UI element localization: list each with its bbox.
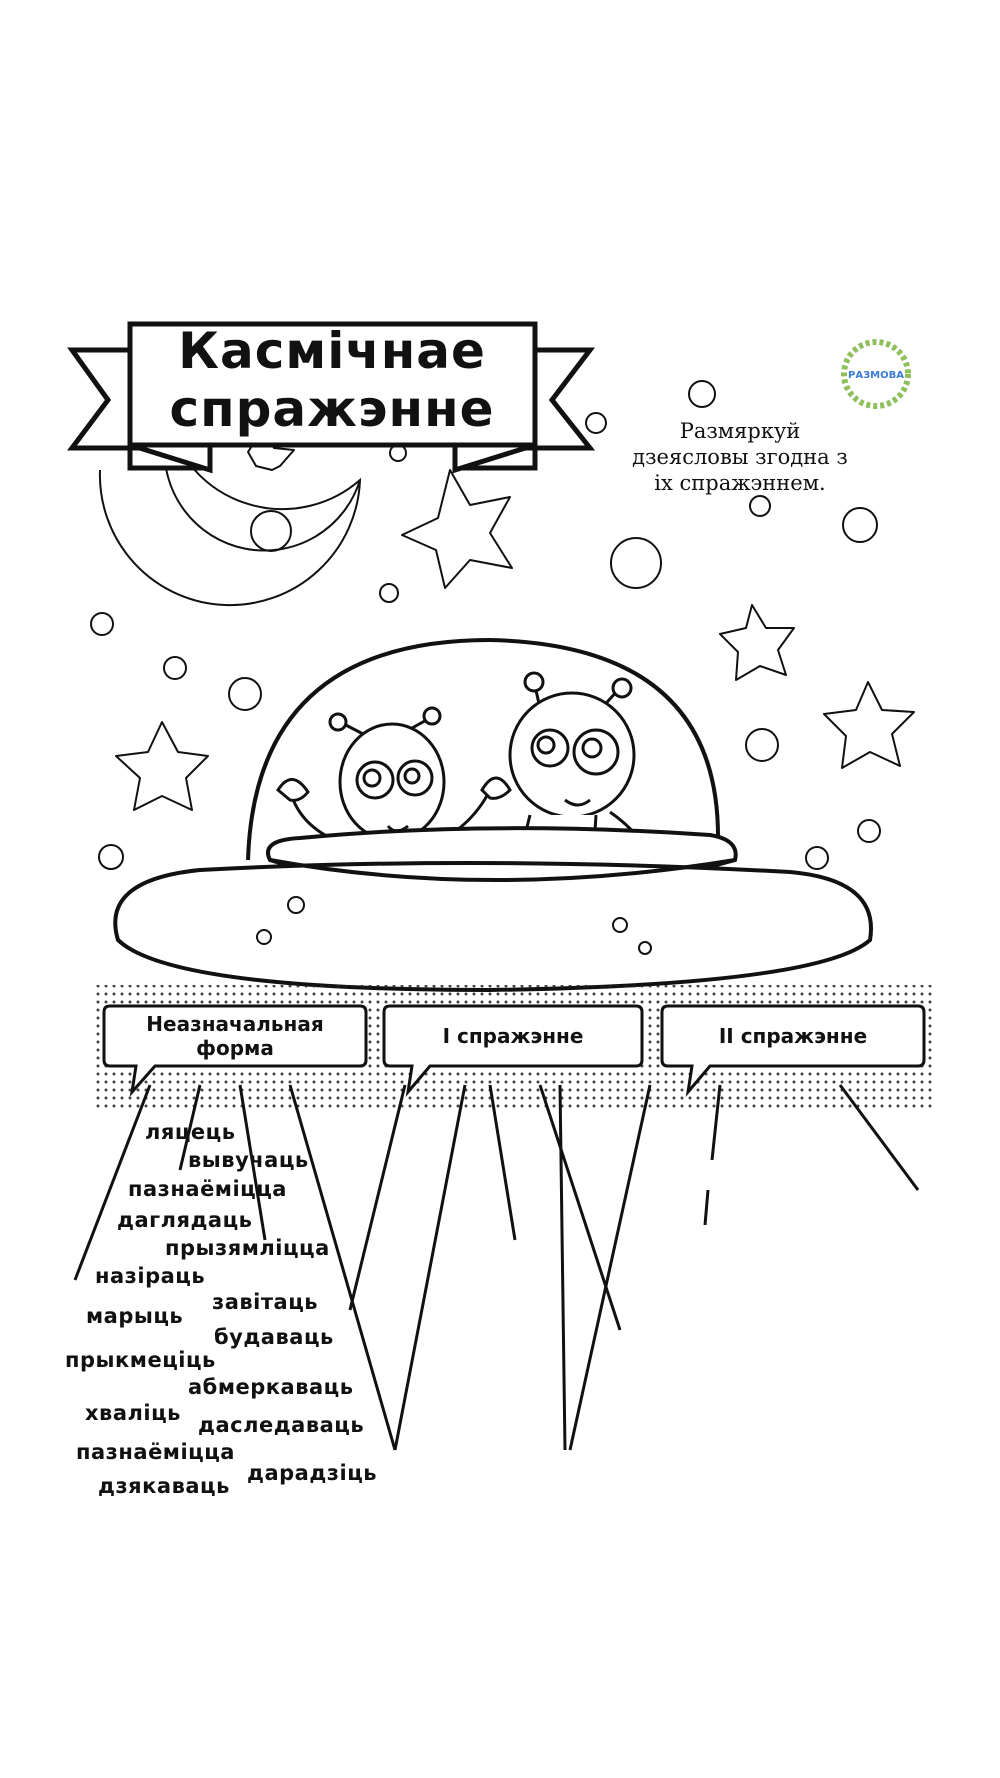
logo-text: РАЗМОВА <box>848 370 904 381</box>
verb-word: прызямліцца <box>165 1236 330 1260</box>
verb-word: ляцець <box>145 1120 236 1144</box>
column-header-second-conjugation <box>668 1024 918 1048</box>
verb-word: назіраць <box>95 1264 206 1288</box>
verb-word: даследаваць <box>198 1413 365 1437</box>
verb-word: абмеркаваць <box>188 1375 354 1399</box>
page-title-line-2: спражэнне <box>169 380 495 438</box>
instruction-text <box>600 418 880 496</box>
instruction-line-3: іх спражэннем. <box>654 471 826 495</box>
verb-word: вывучаць <box>188 1148 309 1172</box>
wreath-icon <box>836 334 916 414</box>
verb-word: пазнаёміцца <box>128 1177 287 1201</box>
verb-word: хваліць <box>85 1401 181 1425</box>
razmova-logo <box>836 334 916 414</box>
column-header-infinitive-line-2: форма <box>196 1036 274 1060</box>
verb-word: прыкмеціць <box>65 1348 216 1372</box>
verb-word: завітаць <box>212 1290 319 1314</box>
ufo-body <box>115 828 871 990</box>
instruction-line-2: дзеясловы згодна з <box>632 445 848 469</box>
column-header-infinitive <box>110 1012 360 1060</box>
verb-word: дзякаваць <box>98 1474 230 1498</box>
page-title-line-1: Касмічнае <box>178 322 486 380</box>
instruction-line-1: Размяркуй <box>679 419 801 443</box>
column-header-first-conjugation-label: I спражэнне <box>442 1024 584 1048</box>
column-header-second-conjugation-label: II спражэнне <box>718 1024 868 1048</box>
verb-word: будаваць <box>214 1325 334 1349</box>
column-header-first-conjugation <box>390 1024 636 1048</box>
verb-word: даглядаць <box>117 1208 253 1232</box>
verb-word: дарадзіць <box>247 1461 378 1485</box>
column-header-infinitive-line-1: Неазначальная <box>146 1012 324 1036</box>
verb-word: марыць <box>86 1304 184 1328</box>
verb-word: пазнаёміцца <box>76 1440 235 1464</box>
